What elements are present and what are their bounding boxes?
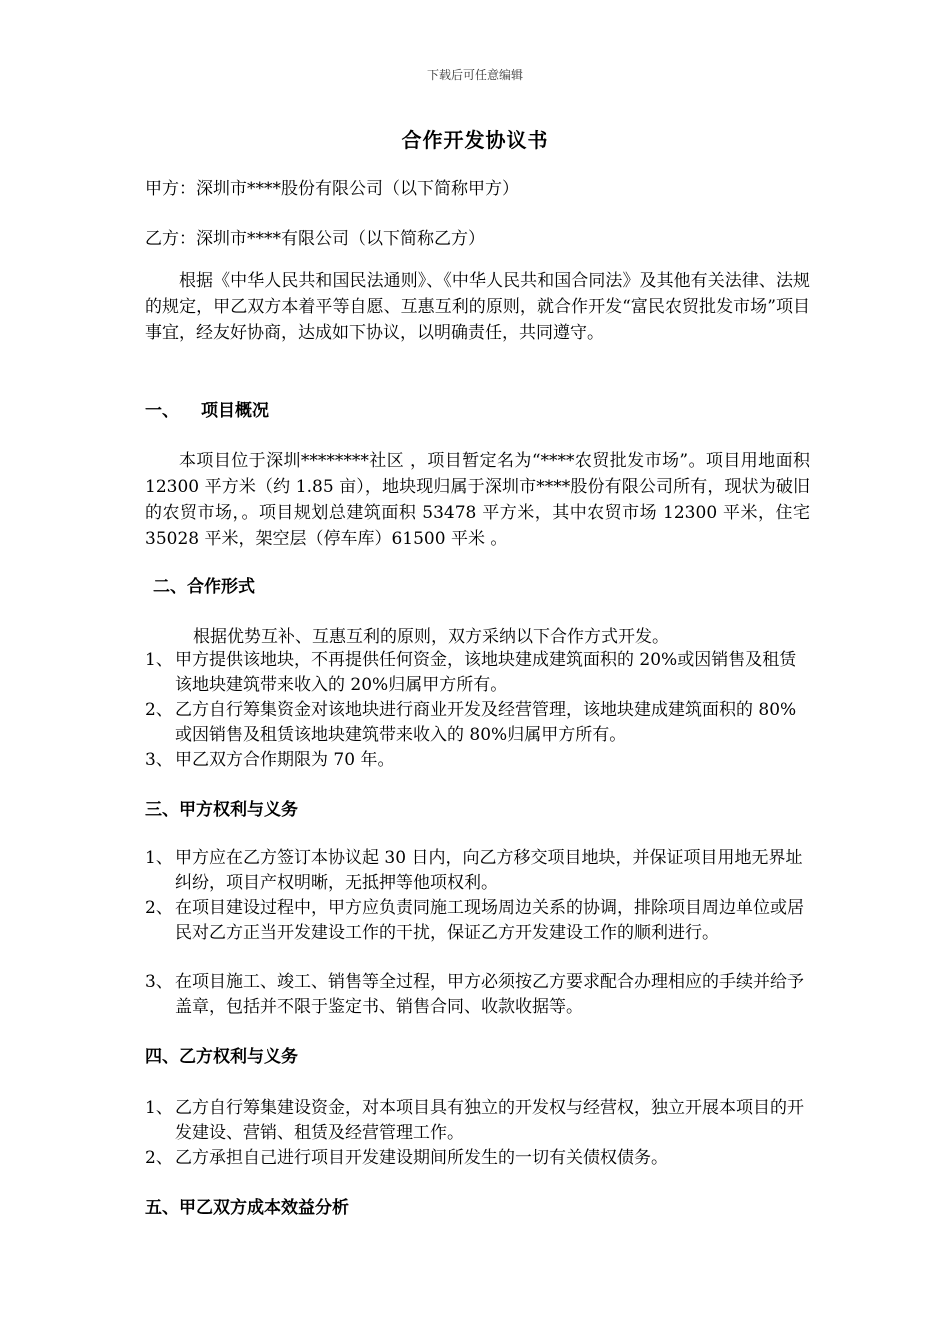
list-item	[145, 1146, 810, 1171]
list-text: 乙方自行筹集资金对该地块进行商业开发及经营管理，该地块建成建筑面积的 80%或因销售及租赁该地块建筑带来收入的 80%归属甲方所有。	[175, 700, 797, 745]
list-text: 甲方应在乙方签订本协议起 30 日内，向乙方移交项目地块，并保证项目用地无界址纠纷，项目产权明晰，无抵押等他项权利。	[175, 848, 803, 893]
list-number: 3、	[145, 750, 173, 770]
section-1-paragraph: 本项目位于深圳********社区 ，项目暂定名为“****农贸批发市场”。项目用地面积 12300 平方米（约 1.85 亩），地块现归属于深圳市****股份有限公司所有，现状为破旧的农贸市场，。项目规划总建筑面积 53478 平方米，其中农贸市场 12300 平米，住宅 35028 平米，架空层（停车库）61500 平米 。	[145, 451, 810, 549]
list-item	[145, 1096, 810, 1146]
list-number: 1、	[145, 848, 173, 868]
list-item	[145, 896, 810, 946]
list-item	[145, 970, 810, 1020]
header-note: 下载后可任意编辑	[426, 68, 523, 82]
list-number: 2、	[145, 700, 173, 720]
document-title: 合作开发协议书	[401, 128, 549, 152]
list-item	[145, 648, 810, 698]
list-number: 1、	[145, 1098, 173, 1118]
party-a: 甲方：深圳市****股份有限公司（以下简称甲方）	[145, 179, 519, 199]
list-text: 乙方自行筹集建设资金，对本项目具有独立的开发权与经营权，独立开展本项目的开发建设、营销、租赁及经营管理工作。	[175, 1098, 804, 1143]
list-text: 甲乙双方合作期限为 70 年。	[175, 750, 395, 770]
list-text: 在项目建设过程中，甲方应负责同施工现场周边关系的协调，排除项目周边单位或居民对乙方正当开发建设工作的干扰，保证乙方开发建设工作的顺利进行。	[175, 898, 804, 943]
list-number: 3、	[145, 972, 173, 992]
list-text: 乙方承担自己进行项目开发建设期间所发生的一切有关债权债务。	[175, 1148, 668, 1168]
section-title: 项目概况	[201, 401, 269, 421]
section-heading-4: 四、乙方权利与义务	[145, 1047, 298, 1067]
section-number: 一、	[145, 401, 179, 421]
section-heading-2: 二、合作形式	[153, 577, 255, 597]
list-number: 1、	[145, 650, 173, 670]
list-number: 2、	[145, 898, 173, 918]
section-heading-3: 三、甲方权利与义务	[145, 800, 298, 820]
list-text: 甲方提供该地块，不再提供任何资金，该地块建成建筑面积的 20%或因销售及租赁该地块建筑带来收入的 20%归属甲方所有。	[175, 650, 797, 695]
list-item	[145, 846, 810, 896]
list-text: 在项目施工、竣工、销售等全过程，甲方必须按乙方要求配合办理相应的手续并给予盖章，包括并不限于鉴定书、销售合同、收款收据等。	[175, 972, 804, 1017]
party-b: 乙方：深圳市****有限公司（以下简称乙方）	[145, 229, 485, 249]
intro-paragraph: 根据《中华人民共和国民法通则》、《中华人民共和国合同法》及其他有关法律、法规的规定，甲乙双方本着平等自愿、互惠互利的原则，就合作开发“富民农贸批发市场”项目事宜，经友好协商，达成如下协议，以明确责任，共同遵守。	[145, 271, 810, 343]
list-item	[145, 698, 810, 748]
section-heading-5: 五、甲乙双方成本效益分析	[145, 1198, 349, 1218]
list-item	[145, 748, 810, 773]
section-2-intro: 根据优势互补、互惠互利的原则，双方采纳以下合作方式开发。	[193, 627, 669, 647]
list-number: 2、	[145, 1148, 173, 1168]
section-heading-1	[145, 398, 269, 424]
